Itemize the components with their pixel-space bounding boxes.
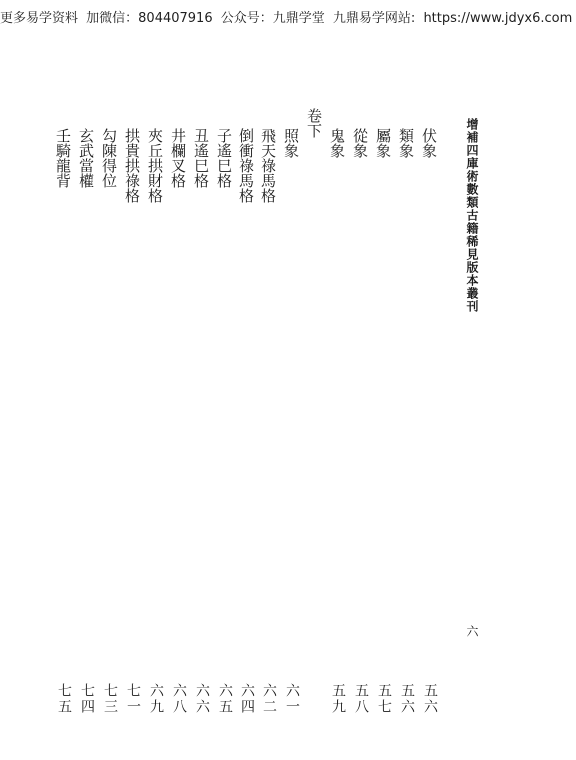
toc-entry-title: 倒衝祿馬格 [237, 128, 255, 203]
banner-segment-3: 公众号：九鼎学堂 [220, 11, 325, 26]
toc-entry-title: 屬象 [374, 128, 392, 158]
toc-entry-page: 五七 [376, 683, 392, 715]
toc-entry-title: 夾丘拱財格 [146, 128, 164, 203]
toc-entry-page: 五六 [399, 683, 415, 715]
toc-entry-page: 六四 [239, 683, 255, 715]
page-number: 六 [465, 625, 479, 637]
series-title: 增補四庫術數類古籍稀見版本叢刊 [465, 118, 479, 313]
toc-entry-title: 照象 [282, 128, 300, 158]
toc-entry-page: 六一 [284, 683, 300, 715]
section-heading: 卷下 [305, 108, 323, 138]
toc-entry-title: 伏象 [420, 128, 438, 158]
banner-segment-5[interactable]: https://www.jdyx6.com [423, 11, 573, 26]
toc-entry-page: 六九 [148, 683, 164, 715]
toc-entry-title: 類象 [397, 128, 415, 158]
toc-entry-title: 拱貴拱祿格 [123, 128, 141, 203]
toc-entry-title: 鬼象 [328, 128, 346, 158]
toc-entry-page: 七四 [79, 683, 95, 715]
toc-entry-title: 井欄叉格 [169, 128, 187, 188]
toc-entry-page: 六八 [171, 683, 187, 715]
toc-entry-page: 五九 [330, 683, 346, 715]
banner-segment-1: 更多易学资料 [0, 11, 79, 26]
toc-entry-title: 玄武當權 [77, 128, 95, 188]
toc-entry-page: 七五 [56, 683, 72, 715]
banner-segment-2: 加微信：804407916 [86, 11, 213, 26]
banner-segment-4: 九鼎易学网站: [332, 11, 416, 26]
watermark-banner [0, 9, 573, 29]
toc-entry-title: 子遙巳格 [215, 128, 233, 188]
toc-entry-title: 勾陳得位 [100, 128, 118, 188]
toc-entry-page: 六五 [217, 683, 233, 715]
toc-entry-page: 六二 [261, 683, 277, 715]
toc-entry-page: 五六 [422, 683, 438, 715]
toc-entry-page: 七一 [125, 683, 141, 715]
toc-entry-title: 飛天祿馬格 [259, 128, 277, 203]
toc-entry-page: 五八 [353, 683, 369, 715]
toc-entry-page: 六六 [194, 683, 210, 715]
toc-entry-title: 壬騎龍背 [54, 128, 72, 188]
toc-entry-page: 七三 [102, 683, 118, 715]
toc-entry-title: 丑遙巳格 [192, 128, 210, 188]
toc-entry-title: 從象 [351, 128, 369, 158]
